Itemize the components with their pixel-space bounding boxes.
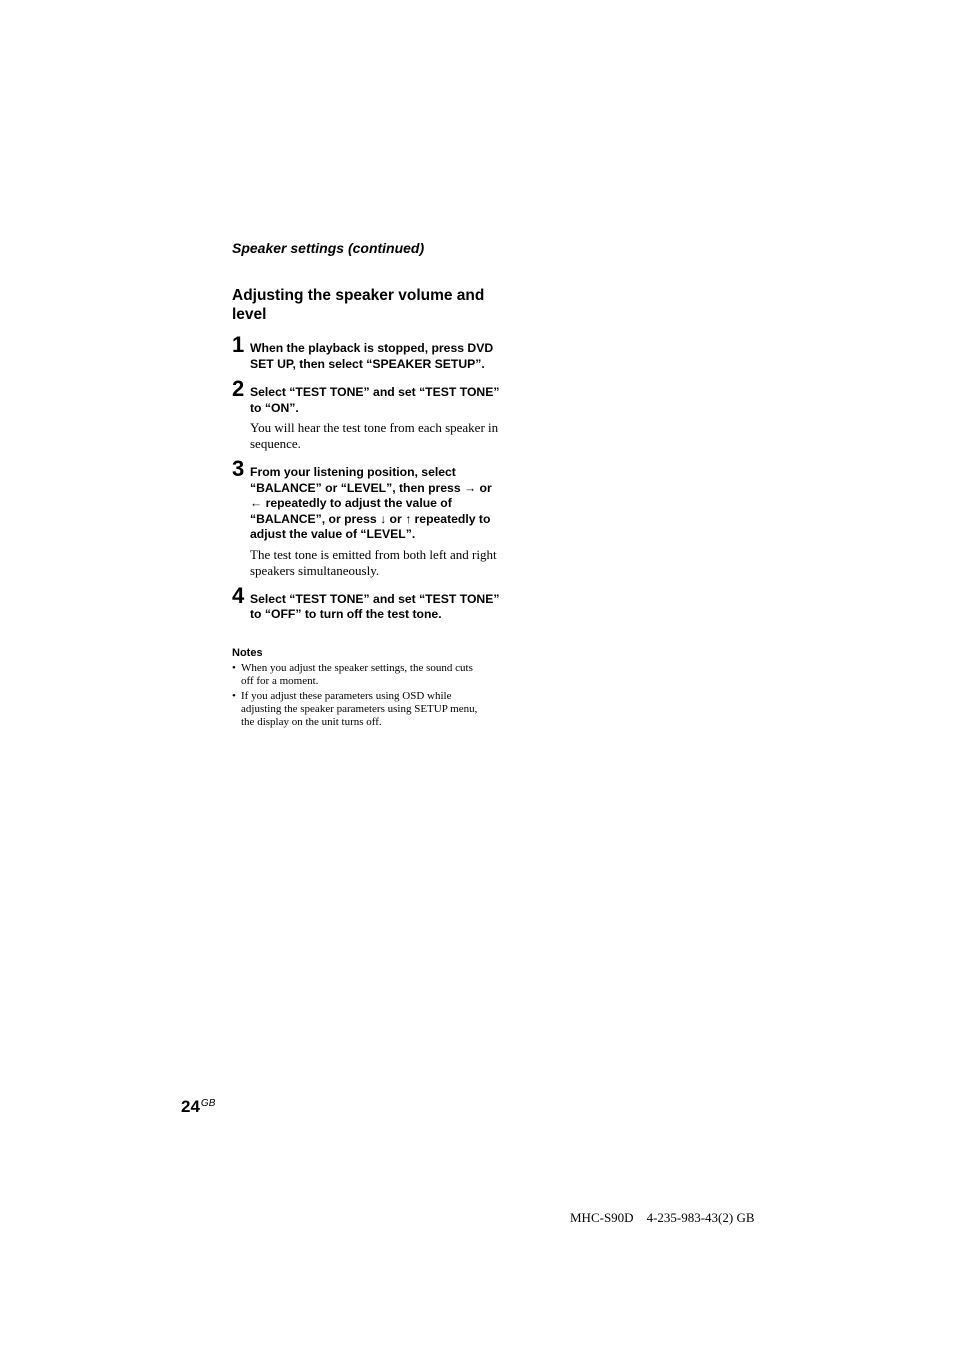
step-4 (232, 582, 502, 623)
step-number: 3 (232, 456, 245, 481)
step-instruction: From your listening position, select “BALANCE” or “LEVEL”, then press → or ← repeatedly to adjust the value of “BALANCE”, or press ↓ or ↑ repeatedly to adjust the value of “LEVEL”. (250, 465, 492, 541)
step-2 (232, 376, 502, 452)
notes-section (232, 647, 482, 731)
step-number: 4 (232, 582, 245, 608)
steps-list (232, 332, 502, 631)
running-head: Speaker settings (continued) (232, 240, 425, 256)
step-3 (232, 456, 502, 579)
step-1 (232, 332, 502, 372)
bullet-icon: • (232, 662, 236, 674)
step-instruction: Select “TEST TONE” and set “TEST TONE” to “OFF” to turn off the test tone. (250, 591, 500, 621)
page-number-value: 24 (181, 1097, 200, 1116)
page-number (181, 1097, 215, 1117)
step-number: 1 (232, 332, 245, 357)
step-number: 2 (232, 376, 245, 401)
notes-heading: Notes (232, 647, 263, 659)
note-item (232, 662, 482, 688)
step-description: The test tone is emitted from both left and right speakers simultaneously. (250, 546, 497, 578)
section-title: Adjusting the speaker volume and level (232, 287, 485, 323)
note-text: If you adjust these parameters using OSD while adjusting the speaker parameters using SETUP menu, the display on the unit turns off. (241, 690, 478, 728)
page-number-suffix: GB (200, 1098, 216, 1109)
note-text: When you adjust the speaker settings, the sound cuts off for a moment. (241, 662, 473, 687)
step-instruction: Select “TEST TONE” and set “TEST TONE” to “ON”. (250, 385, 500, 415)
step-instruction: When the playback is stopped, press DVD SET UP, then select “SPEAKER SETUP”. (250, 341, 494, 371)
footer-model-code: MHC-S90D 4-235-983-43(2) GB (570, 1210, 755, 1225)
bullet-icon: • (232, 690, 236, 702)
step-description: You will hear the test tone from each speaker in sequence. (250, 420, 499, 451)
note-item (232, 690, 482, 729)
